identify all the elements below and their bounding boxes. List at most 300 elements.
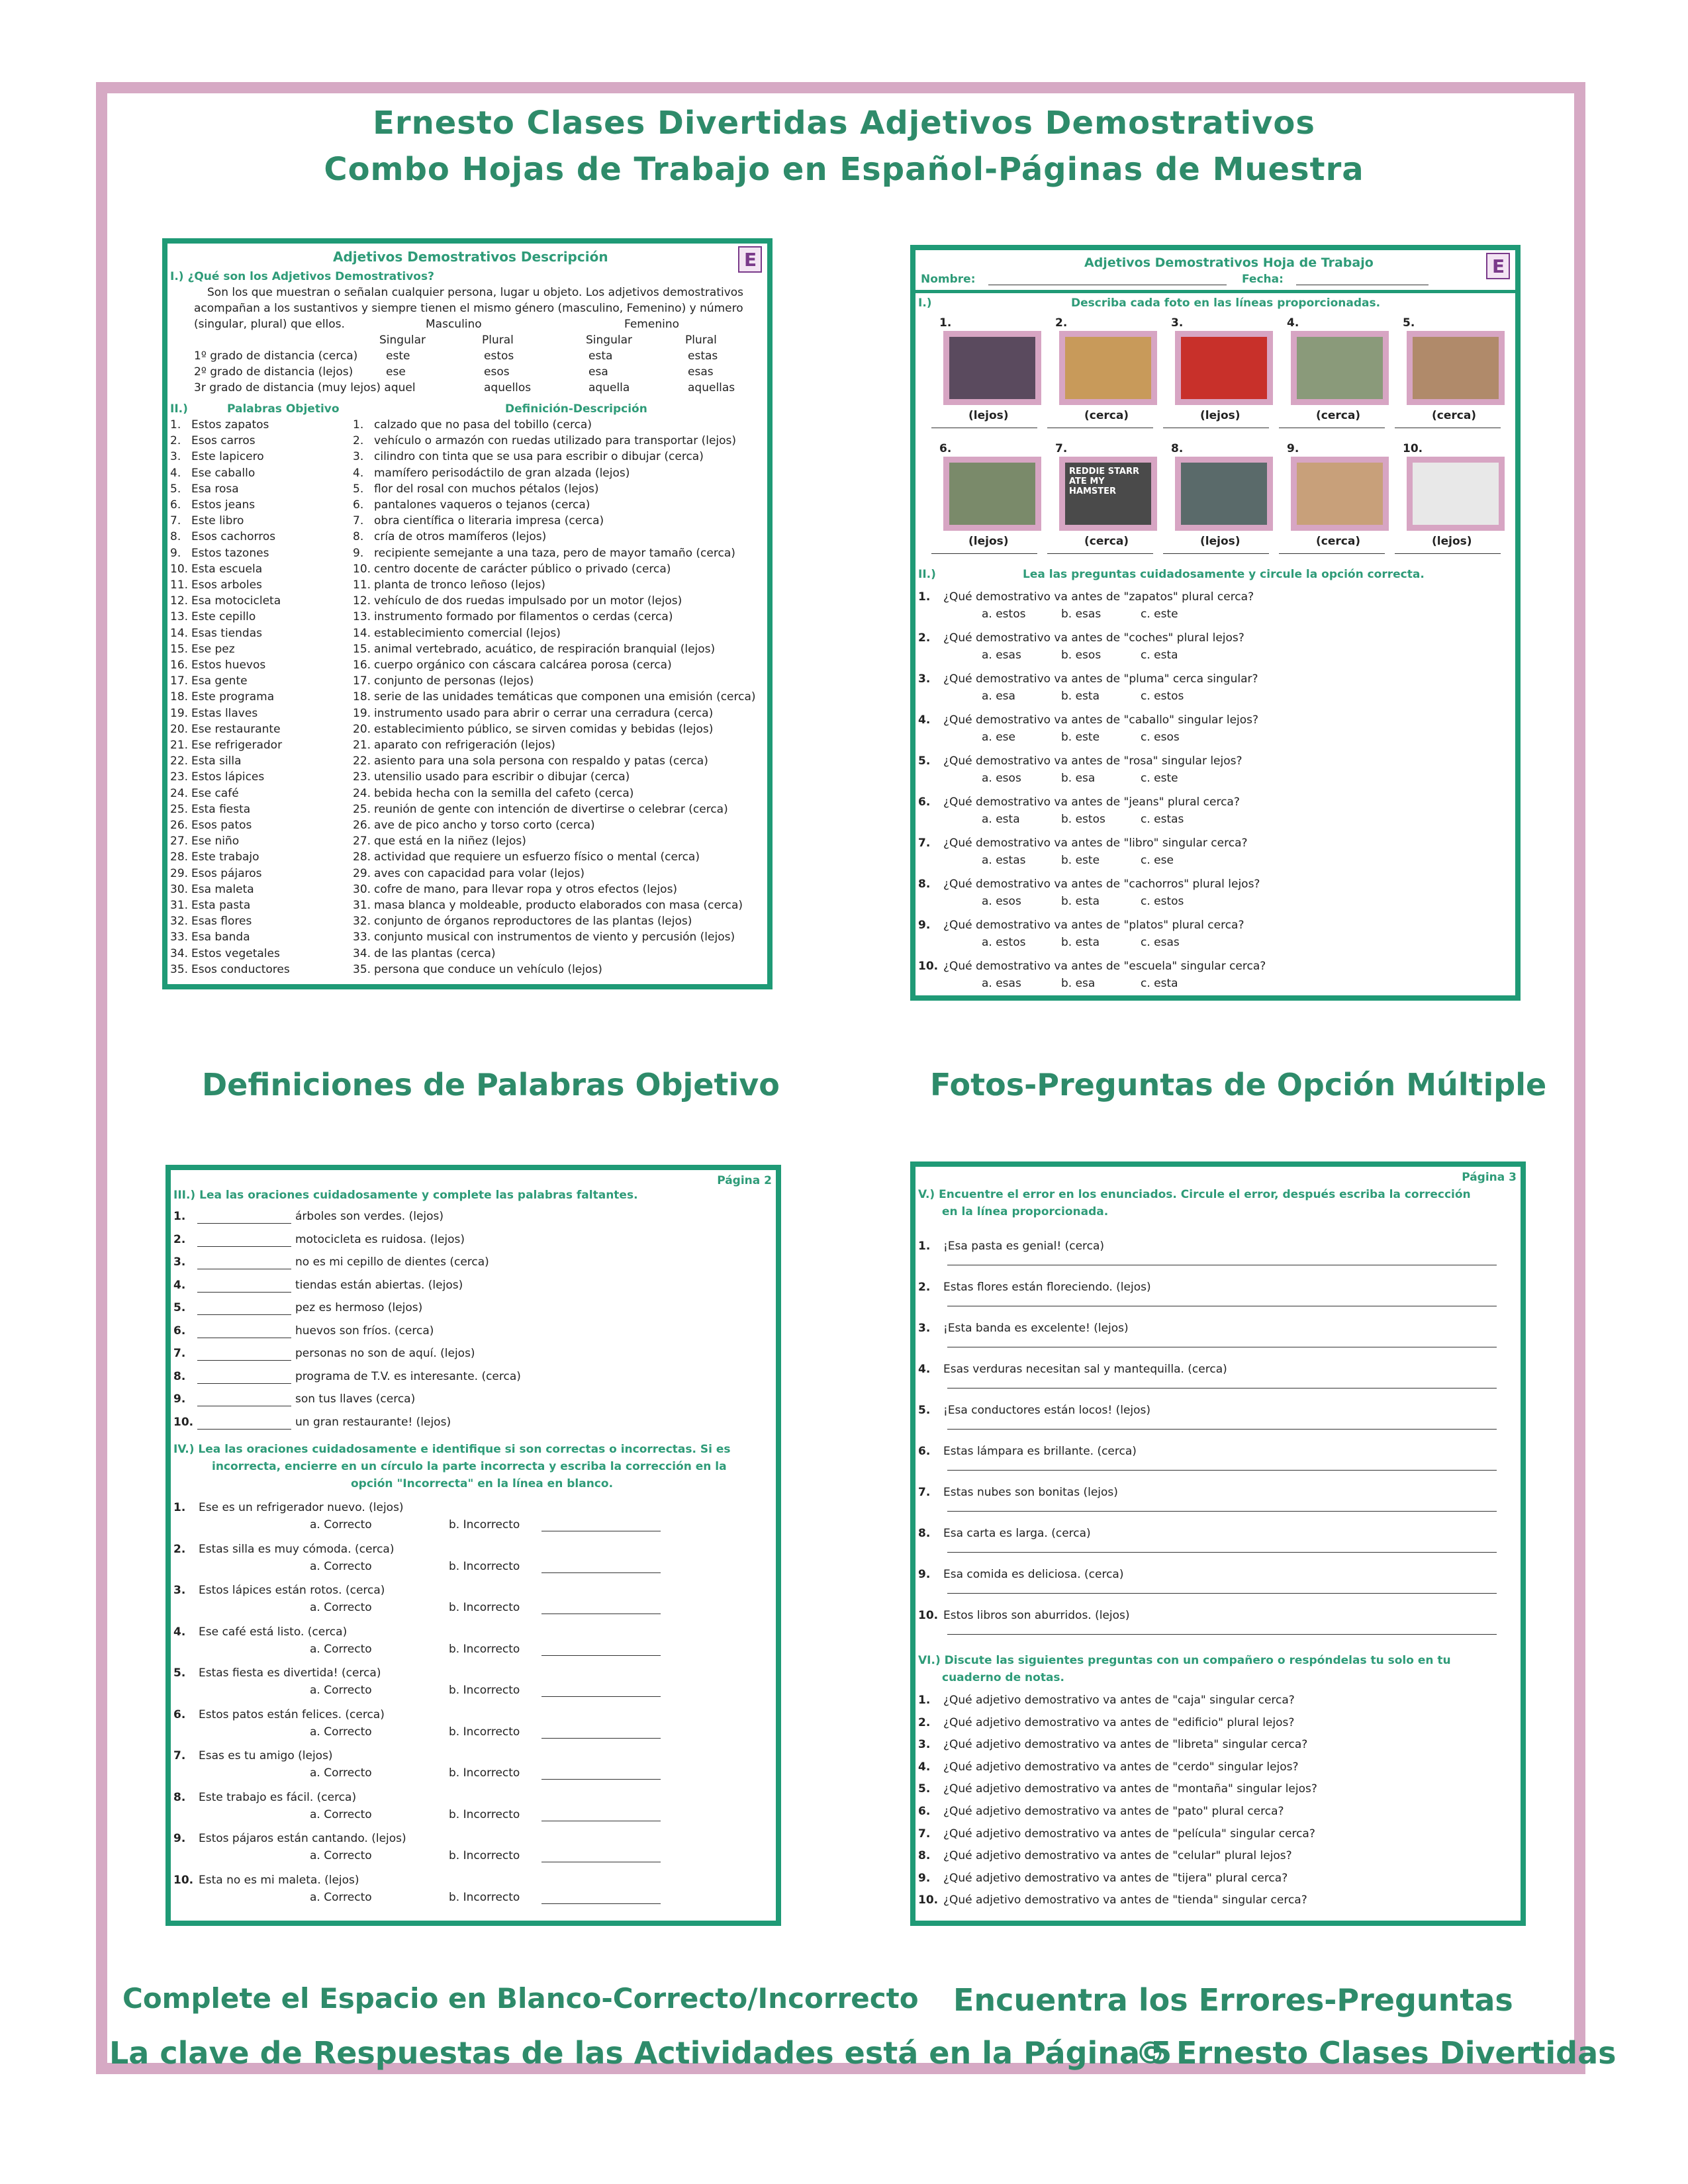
card1-q1: I.) ¿Qué son los Adjetivos Demostrativos? — [170, 270, 434, 283]
target-word: Estas llaves — [191, 706, 258, 720]
option-c[interactable]: c. esas — [1141, 936, 1180, 949]
option-incorrecto[interactable]: b. Incorrecto — [449, 1725, 520, 1739]
target-word: Este cepillo — [191, 610, 256, 624]
option-a[interactable]: a. estos — [982, 936, 1026, 949]
option-correcto[interactable]: a. Correcto — [310, 1725, 372, 1739]
definition: flor del rosal con muchos pétalos (lejos) — [374, 482, 599, 496]
photo-image: REDDIE STARR ATE MY HAMSTER — [1065, 463, 1151, 525]
option-correcto[interactable]: a. Correcto — [310, 1766, 372, 1780]
error-sentence: Estas flores están floreciendo. (lejos) — [943, 1281, 1151, 1294]
definition: que está en la niñez (lejos) — [374, 835, 526, 848]
definition: pantalones vaqueros o tejanos (cerca) — [374, 498, 590, 512]
definition-number: 4. — [353, 466, 364, 480]
option-a[interactable]: a. estas — [982, 854, 1026, 867]
blank-number: 10. — [173, 1415, 194, 1429]
definition-number: 14. — [353, 626, 371, 640]
definition-number: 8. — [353, 530, 364, 544]
grade-fem-plur: aquellas — [688, 381, 735, 394]
option-b[interactable]: b. estos — [1061, 813, 1105, 826]
discuss-number: 9. — [918, 1871, 931, 1885]
word-number: 25. — [170, 802, 189, 816]
definition: calzado que no pasa del tobillo (cerca) — [374, 418, 592, 432]
correction-line — [947, 1593, 1497, 1594]
definition-number: 6. — [353, 498, 364, 512]
option-correcto[interactable]: a. Correcto — [310, 1890, 372, 1904]
definition-number: 31. — [353, 899, 371, 912]
grade-label: 3r grado de distancia (muy lejos) aquel — [194, 381, 416, 394]
grade-fem-plur: esas — [688, 365, 714, 379]
word-number: 6. — [170, 498, 181, 512]
definition: serie de las unidades temáticas que componen una emisión (cerca) — [374, 690, 756, 704]
discuss-number: 3. — [918, 1738, 931, 1752]
card1-col-words: Palabras Objetivo — [227, 402, 340, 416]
grade-label: 2º grado de distancia (lejos) — [194, 365, 353, 379]
card1-title: Adjetivos Demostrativos Descripción — [333, 249, 608, 265]
definition: actividad que requiere un esfuerzo físico o mental (cerca) — [374, 850, 700, 864]
blank-sentence: programa de T.V. es interesante. (cerca) — [295, 1369, 521, 1383]
definition-number: 18. — [353, 690, 371, 704]
definition-number: 22. — [353, 754, 371, 768]
target-word: Esa motocicleta — [191, 594, 281, 608]
option-correcto[interactable]: a. Correcto — [310, 1601, 372, 1614]
card4-sec6-l2: cuaderno de notas. — [942, 1671, 1065, 1684]
question-number: 6. — [918, 796, 931, 809]
blank-sentence: no es mi cepillo de dientes (cerca) — [295, 1255, 489, 1269]
card1-col-defs: Definición-Descripción — [505, 402, 647, 416]
error-sentence: Esa carta es larga. (cerca) — [943, 1527, 1091, 1540]
definition: asiento para una sola persona con respaldo y patas (cerca) — [374, 754, 708, 768]
definition: mamífero perisodáctilo de gran alzada (lejos) — [374, 466, 630, 480]
blank-sentence: huevos son fríos. (cerca) — [295, 1324, 434, 1338]
option-b[interactable]: b. esta — [1061, 690, 1100, 703]
photo-image — [1297, 337, 1383, 399]
definition-number: 2. — [353, 434, 364, 448]
item-sentence: Este trabajo es fácil. (cerca) — [199, 1790, 357, 1804]
definition-number: 7. — [353, 514, 364, 528]
option-incorrecto[interactable]: b. Incorrecto — [449, 1601, 520, 1614]
word-number: 17. — [170, 674, 189, 688]
definition-number: 10. — [353, 562, 371, 576]
photo-number: 5. — [1403, 316, 1415, 330]
discuss-question: ¿Qué adjetivo demostrativo va antes de "tienda" singular cerca? — [943, 1893, 1307, 1907]
blank-number: 2. — [173, 1232, 186, 1246]
word-number: 23. — [170, 770, 189, 784]
option-b[interactable]: b. esos — [1061, 649, 1102, 662]
option-b[interactable]: b. esta — [1061, 895, 1100, 908]
word-number: 3. — [170, 450, 181, 464]
word-number: 33. — [170, 931, 189, 944]
target-word: Esa banda — [191, 931, 250, 944]
option-c[interactable]: c. este — [1141, 772, 1178, 785]
caption-fotos: Fotos-Preguntas de Opción Múltiple — [930, 1067, 1547, 1103]
target-word: Estos vegetales — [191, 946, 280, 960]
blank-number: 5. — [173, 1301, 186, 1314]
word-number: 13. — [170, 610, 189, 624]
item-number: 4. — [173, 1625, 186, 1639]
question-text: ¿Qué demostrativo va antes de "zapatos" plural cerca? — [943, 590, 1254, 604]
definition: utensilio usado para escribir o dibujar (cerca) — [374, 770, 630, 784]
option-c[interactable]: c. este — [1141, 608, 1178, 621]
blank-line — [197, 1429, 291, 1430]
discuss-number: 5. — [918, 1782, 931, 1796]
error-number: 5. — [918, 1404, 931, 1417]
photo-frame — [1175, 457, 1273, 531]
word-number: 30. — [170, 882, 189, 896]
error-number: 4. — [918, 1363, 931, 1376]
target-word: Este trabajo — [191, 850, 259, 864]
definition-number: 11. — [353, 578, 371, 592]
word-number: 19. — [170, 706, 189, 720]
definition: obra científica o literaria impresa (cerca) — [374, 514, 604, 528]
definition: conjunto de órganos reproductores de las plantas (lejos) — [374, 915, 692, 929]
question-number: 1. — [918, 590, 931, 604]
card-hoja-trabajo — [910, 245, 1521, 1001]
discuss-question: ¿Qué adjetivo demostrativo va antes de "pato" plural cerca? — [943, 1805, 1284, 1818]
answer-line — [1047, 553, 1153, 554]
error-sentence: Estos libros son aburridos. (lejos) — [943, 1609, 1130, 1622]
correction-line — [541, 1572, 661, 1573]
photo-number: 1. — [939, 316, 952, 330]
divider — [915, 290, 1515, 293]
photo-image — [1413, 463, 1499, 525]
photo-tag: (lejos) — [1200, 409, 1241, 422]
definition: cilindro con tinta que se usa para escribir o dibujar (cerca) — [374, 450, 704, 464]
error-sentence: ¡Esta banda es excelente! (lejos) — [943, 1322, 1129, 1335]
option-b[interactable]: b. este — [1061, 731, 1100, 744]
card1-sec2: II.) — [170, 402, 188, 416]
footer-left: La clave de Respuestas de las Actividades está en la Página 5 — [109, 2035, 1172, 2071]
answer-line — [1279, 553, 1385, 554]
photo-number: 4. — [1287, 316, 1299, 330]
discuss-number: 10. — [918, 1893, 939, 1907]
word-number: 24. — [170, 786, 189, 800]
card2-sec2-text: Lea las preguntas cuidadosamente y circule la opción correcta. — [1023, 568, 1425, 581]
discuss-question: ¿Qué adjetivo demostrativo va antes de "caja" singular cerca? — [943, 1694, 1295, 1707]
word-number: 1. — [170, 418, 181, 432]
definition-number: 1. — [353, 418, 364, 432]
definition-number: 29. — [353, 866, 371, 880]
option-correcto[interactable]: a. Correcto — [310, 1849, 372, 1862]
option-c[interactable]: c. esos — [1141, 731, 1180, 744]
card3-sec4-l1: IV.) Lea las oraciones cuidadosamente e identifique si son correctas o incorrectas. Si es — [173, 1443, 731, 1456]
target-word: Ese refrigerador — [191, 739, 283, 752]
option-b[interactable]: b. esa — [1061, 977, 1096, 990]
question-text: ¿Qué demostrativo va antes de "pluma" cerca singular? — [943, 672, 1258, 686]
option-c[interactable]: c. estas — [1141, 813, 1184, 826]
photo-tag: (cerca) — [1084, 535, 1129, 548]
discuss-number: 2. — [918, 1715, 931, 1729]
definition-number: 3. — [353, 450, 364, 464]
option-incorrecto[interactable]: b. Incorrecto — [449, 1890, 520, 1904]
answer-line — [931, 553, 1037, 554]
item-sentence: Estas fiesta es divertida! (cerca) — [199, 1666, 381, 1680]
question-text: ¿Qué demostrativo va antes de "escuela" singular cerca? — [943, 960, 1266, 973]
card3-sec4-l3: opción "Incorrecta" en la línea en blanco. — [351, 1477, 614, 1490]
option-incorrecto[interactable]: b. Incorrecto — [449, 1684, 520, 1697]
correction-line — [947, 1552, 1497, 1553]
grade-masc-plur: esos — [484, 365, 510, 379]
photo-frame — [1407, 331, 1505, 405]
grade-label: 1º grado de distancia (cerca) — [194, 349, 358, 363]
definition-number: 16. — [353, 659, 371, 672]
card3-sec4-l2: incorrecta, encierre en un círculo la parte incorrecta y escriba la corrección en la — [212, 1460, 727, 1473]
option-a[interactable]: a. esas — [982, 649, 1021, 662]
option-correcto[interactable]: a. Correcto — [310, 1518, 372, 1531]
photo-number: 3. — [1171, 316, 1184, 330]
target-word: Esta fiesta — [191, 802, 251, 816]
target-word: Esos conductores — [191, 962, 290, 976]
word-number: 12. — [170, 594, 189, 608]
word-number: 34. — [170, 946, 189, 960]
correction-line — [541, 1738, 661, 1739]
option-a[interactable]: a. esos — [982, 772, 1021, 785]
option-correcto[interactable]: a. Correcto — [310, 1684, 372, 1697]
photo-tag: (cerca) — [1084, 409, 1129, 422]
word-number: 18. — [170, 690, 189, 704]
definition: recipiente semejante a una taza, pero de mayor tamaño (cerca) — [374, 546, 735, 560]
footer-right: © Ernesto Clases Divertidas — [1135, 2035, 1617, 2071]
photo-number: 2. — [1055, 316, 1068, 330]
word-number: 10. — [170, 562, 189, 576]
option-a[interactable]: a. esa — [982, 690, 1015, 703]
error-number: 3. — [918, 1322, 931, 1335]
grade-fem-sing: esta — [588, 349, 613, 363]
question-number: 3. — [918, 672, 931, 686]
option-a[interactable]: a. esta — [982, 813, 1020, 826]
option-a[interactable]: a. estos — [982, 608, 1026, 621]
question-text: ¿Qué demostrativo va antes de "cachorros" plural lejos? — [943, 878, 1260, 891]
grade-masc-plur: aquellos — [484, 381, 532, 394]
discuss-question: ¿Qué adjetivo demostrativo va antes de "película" singular cerca? — [943, 1827, 1315, 1841]
word-number: 29. — [170, 866, 189, 880]
discuss-question: ¿Qué adjetivo demostrativo va antes de "montaña" singular lejos? — [943, 1782, 1317, 1796]
item-sentence: Esas es tu amigo (lejos) — [199, 1749, 333, 1762]
item-number: 8. — [173, 1790, 186, 1804]
option-incorrecto[interactable]: b. Incorrecto — [449, 1518, 520, 1531]
item-number: 10. — [173, 1873, 194, 1887]
option-incorrecto[interactable]: b. Incorrecto — [449, 1807, 520, 1821]
option-incorrecto[interactable]: b. Incorrecto — [449, 1849, 520, 1862]
option-a[interactable]: a. esos — [982, 895, 1021, 908]
blank-sentence: árboles son verdes. (lejos) — [295, 1210, 444, 1223]
answer-line — [1163, 553, 1269, 554]
option-c[interactable]: c. esta — [1141, 977, 1178, 990]
error-sentence: ¡Esa conductores están locos! (lejos) — [943, 1404, 1151, 1417]
definition: cofre de mano, para llevar ropa y otros efectos (lejos) — [374, 882, 678, 896]
definition: aves con capacidad para volar (lejos) — [374, 866, 585, 880]
definition-number: 35. — [353, 962, 371, 976]
error-number: 9. — [918, 1568, 931, 1581]
blank-sentence: tiendas están abiertas. (lejos) — [295, 1278, 463, 1292]
item-number: 7. — [173, 1749, 186, 1762]
word-number: 28. — [170, 850, 189, 864]
target-word: Ese café — [191, 786, 239, 800]
card2-sec1: I.) — [918, 296, 932, 310]
correction-line — [541, 1779, 661, 1780]
option-incorrecto[interactable]: b. Incorrecto — [449, 1766, 520, 1780]
word-number: 14. — [170, 626, 189, 640]
photo-frame — [1407, 457, 1505, 531]
item-number: 9. — [173, 1832, 186, 1845]
word-number: 22. — [170, 754, 189, 768]
target-word: Estos huevos — [191, 659, 266, 672]
error-number: 1. — [918, 1240, 931, 1253]
target-word: Este libro — [191, 514, 244, 528]
photo-frame — [1059, 457, 1157, 531]
option-b[interactable]: b. esa — [1061, 772, 1096, 785]
item-sentence: Estas silla es muy cómoda. (cerca) — [199, 1542, 395, 1556]
blank-number: 6. — [173, 1324, 186, 1338]
target-word: Estos jeans — [191, 498, 256, 512]
definition-number: 30. — [353, 882, 371, 896]
photo-image — [1181, 337, 1267, 399]
target-word: Esa gente — [191, 674, 248, 688]
error-number: 7. — [918, 1486, 931, 1499]
definition: planta de tronco leñoso (lejos) — [374, 578, 545, 592]
definition: centro docente de carácter público o privado (cerca) — [374, 562, 671, 576]
photo-number: 6. — [939, 442, 952, 455]
photo-tag: (cerca) — [1432, 409, 1477, 422]
option-a[interactable]: a. esas — [982, 977, 1021, 990]
option-b[interactable]: b. este — [1061, 854, 1100, 867]
blank-number: 7. — [173, 1347, 186, 1360]
target-word: Esos pájaros — [191, 866, 262, 880]
item-sentence: Esta no es mi maleta. (lejos) — [199, 1873, 359, 1887]
target-word: Ese pez — [191, 642, 235, 656]
error-number: 2. — [918, 1281, 931, 1294]
target-word: Esa maleta — [191, 882, 254, 896]
definition-number: 5. — [353, 482, 364, 496]
error-sentence: ¡Esa pasta es genial! (cerca) — [943, 1240, 1105, 1253]
definition: instrumento usado para abrir o cerrar una cerradura (cerca) — [374, 706, 714, 720]
definition: persona que conduce un vehículo (lejos) — [374, 962, 602, 976]
photo-frame — [1291, 331, 1389, 405]
correction-line — [947, 1511, 1497, 1512]
item-sentence: Estos lápices están rotos. (cerca) — [199, 1584, 385, 1597]
definition: masa blanca y moldeable, producto elaborados con masa (cerca) — [374, 899, 743, 912]
correction-line — [947, 1429, 1497, 1430]
target-word: Esos cachorros — [191, 530, 276, 544]
definition: bebida hecha con la semilla del cafeto (cerca) — [374, 786, 634, 800]
target-word: Ese caballo — [191, 466, 256, 480]
blank-sentence: personas no son de aquí. (lejos) — [295, 1347, 475, 1360]
header-title-line1: Ernesto Clases Divertidas Adjetivos Demostrativos — [373, 105, 1315, 142]
card1-sing2: Singular — [586, 334, 632, 347]
definition: vehículo de dos ruedas impulsado por un motor (lejos) — [374, 594, 682, 608]
option-c[interactable]: c. ese — [1141, 854, 1174, 867]
answer-line — [1395, 553, 1501, 554]
word-number: 21. — [170, 739, 189, 752]
photo-image — [949, 337, 1035, 399]
definition-number: 19. — [353, 706, 371, 720]
question-text: ¿Qué demostrativo va antes de "rosa" singular lejos? — [943, 754, 1243, 768]
definition-number: 20. — [353, 722, 371, 736]
option-c[interactable]: c. estos — [1141, 690, 1184, 703]
question-text: ¿Qué demostrativo va antes de "jeans" plural cerca? — [943, 796, 1240, 809]
blank-sentence: pez es hermoso (lejos) — [295, 1301, 423, 1314]
card-pagina-2 — [165, 1165, 781, 1926]
option-b[interactable]: b. esta — [1061, 936, 1100, 949]
definition-number: 25. — [353, 802, 371, 816]
item-number: 1. — [173, 1501, 186, 1514]
photo-tag: (lejos) — [1200, 535, 1241, 548]
blank-number: 9. — [173, 1392, 186, 1406]
grade-fem-sing: aquella — [588, 381, 630, 394]
option-correcto[interactable]: a. Correcto — [310, 1559, 372, 1573]
definition-number: 27. — [353, 835, 371, 848]
definition: establecimiento público, se sirven comidas y bebidas (lejos) — [374, 722, 714, 736]
discuss-number: 1. — [918, 1694, 931, 1707]
option-correcto[interactable]: a. Correcto — [310, 1642, 372, 1656]
photo-frame — [1291, 457, 1389, 531]
blank-number: 8. — [173, 1369, 186, 1383]
card3-sec3: III.) Lea las oraciones cuidadosamente y complete las palabras faltantes. — [173, 1189, 638, 1202]
photo-tag: (cerca) — [1316, 409, 1361, 422]
discuss-number: 4. — [918, 1760, 931, 1774]
word-number: 31. — [170, 899, 189, 912]
photo-image — [1065, 337, 1151, 399]
error-sentence: Esas verduras necesitan sal y mantequilla. (cerca) — [943, 1363, 1227, 1376]
option-c[interactable]: c. esta — [1141, 649, 1178, 662]
question-number: 9. — [918, 919, 931, 932]
grade-fem-plur: estas — [688, 349, 718, 363]
discuss-question: ¿Qué adjetivo demostrativo va antes de "libreta" singular cerca? — [943, 1738, 1308, 1752]
photo-tag: (lejos) — [1432, 535, 1472, 548]
definition-number: 23. — [353, 770, 371, 784]
blank-number: 3. — [173, 1255, 186, 1269]
definition: conjunto musical con instrumentos de viento y percusión (lejos) — [374, 931, 735, 944]
item-number: 6. — [173, 1707, 186, 1721]
option-incorrecto[interactable]: b. Incorrecto — [449, 1642, 520, 1656]
discuss-number: 6. — [918, 1805, 931, 1818]
target-word: Estos zapatos — [191, 418, 269, 432]
definition: aparato con refrigeración (lejos) — [374, 739, 555, 752]
card2-nombre: Nombre: — [921, 273, 976, 286]
word-number: 15. — [170, 642, 189, 656]
blank-line — [197, 1292, 291, 1293]
option-a[interactable]: a. ese — [982, 731, 1015, 744]
word-number: 20. — [170, 722, 189, 736]
word-number: 26. — [170, 819, 189, 832]
blank-sentence: motocicleta es ruidosa. (lejos) — [295, 1232, 465, 1246]
option-c[interactable]: c. estos — [1141, 895, 1184, 908]
blank-number: 1. — [173, 1210, 186, 1223]
card4-sec6-l1: VI.) Discute las siguientes preguntas con un compañero o respóndelas tu solo en tu — [918, 1654, 1451, 1667]
caption-encuentra: Encuentra los Errores-Preguntas — [953, 1982, 1513, 2018]
error-number: 6. — [918, 1445, 931, 1458]
option-b[interactable]: b. esas — [1061, 608, 1102, 621]
option-correcto[interactable]: a. Correcto — [310, 1807, 372, 1821]
error-sentence: Esa comida es deliciosa. (cerca) — [943, 1568, 1124, 1581]
question-number: 4. — [918, 713, 931, 727]
option-incorrecto[interactable]: b. Incorrecto — [449, 1559, 520, 1573]
card4-sec5-l2: en la línea proporcionada. — [942, 1205, 1109, 1218]
definition: reunión de gente con intención de divertirse o celebrar (cerca) — [374, 802, 728, 816]
definition-number: 28. — [353, 850, 371, 864]
photo-image — [949, 463, 1035, 525]
word-number: 32. — [170, 915, 189, 929]
grade-masc-sing: este — [386, 349, 410, 363]
card1-desc2: acompañan a los sustantivos y siempre tienen el mismo género (masculino, Femenino) y número — [194, 302, 743, 315]
target-word: Esos carros — [191, 434, 256, 448]
card4-sec5-l1: V.) Encuentre el error en los enunciados. Circule el error, después escriba la corrección — [918, 1188, 1471, 1201]
definition-number: 9. — [353, 546, 364, 560]
target-word: Esta silla — [191, 754, 242, 768]
question-number: 2. — [918, 631, 931, 645]
item-sentence: Ese es un refrigerador nuevo. (lejos) — [199, 1501, 404, 1514]
definition: ave de pico ancho y torso corto (cerca) — [374, 819, 595, 832]
definition-number: 12. — [353, 594, 371, 608]
